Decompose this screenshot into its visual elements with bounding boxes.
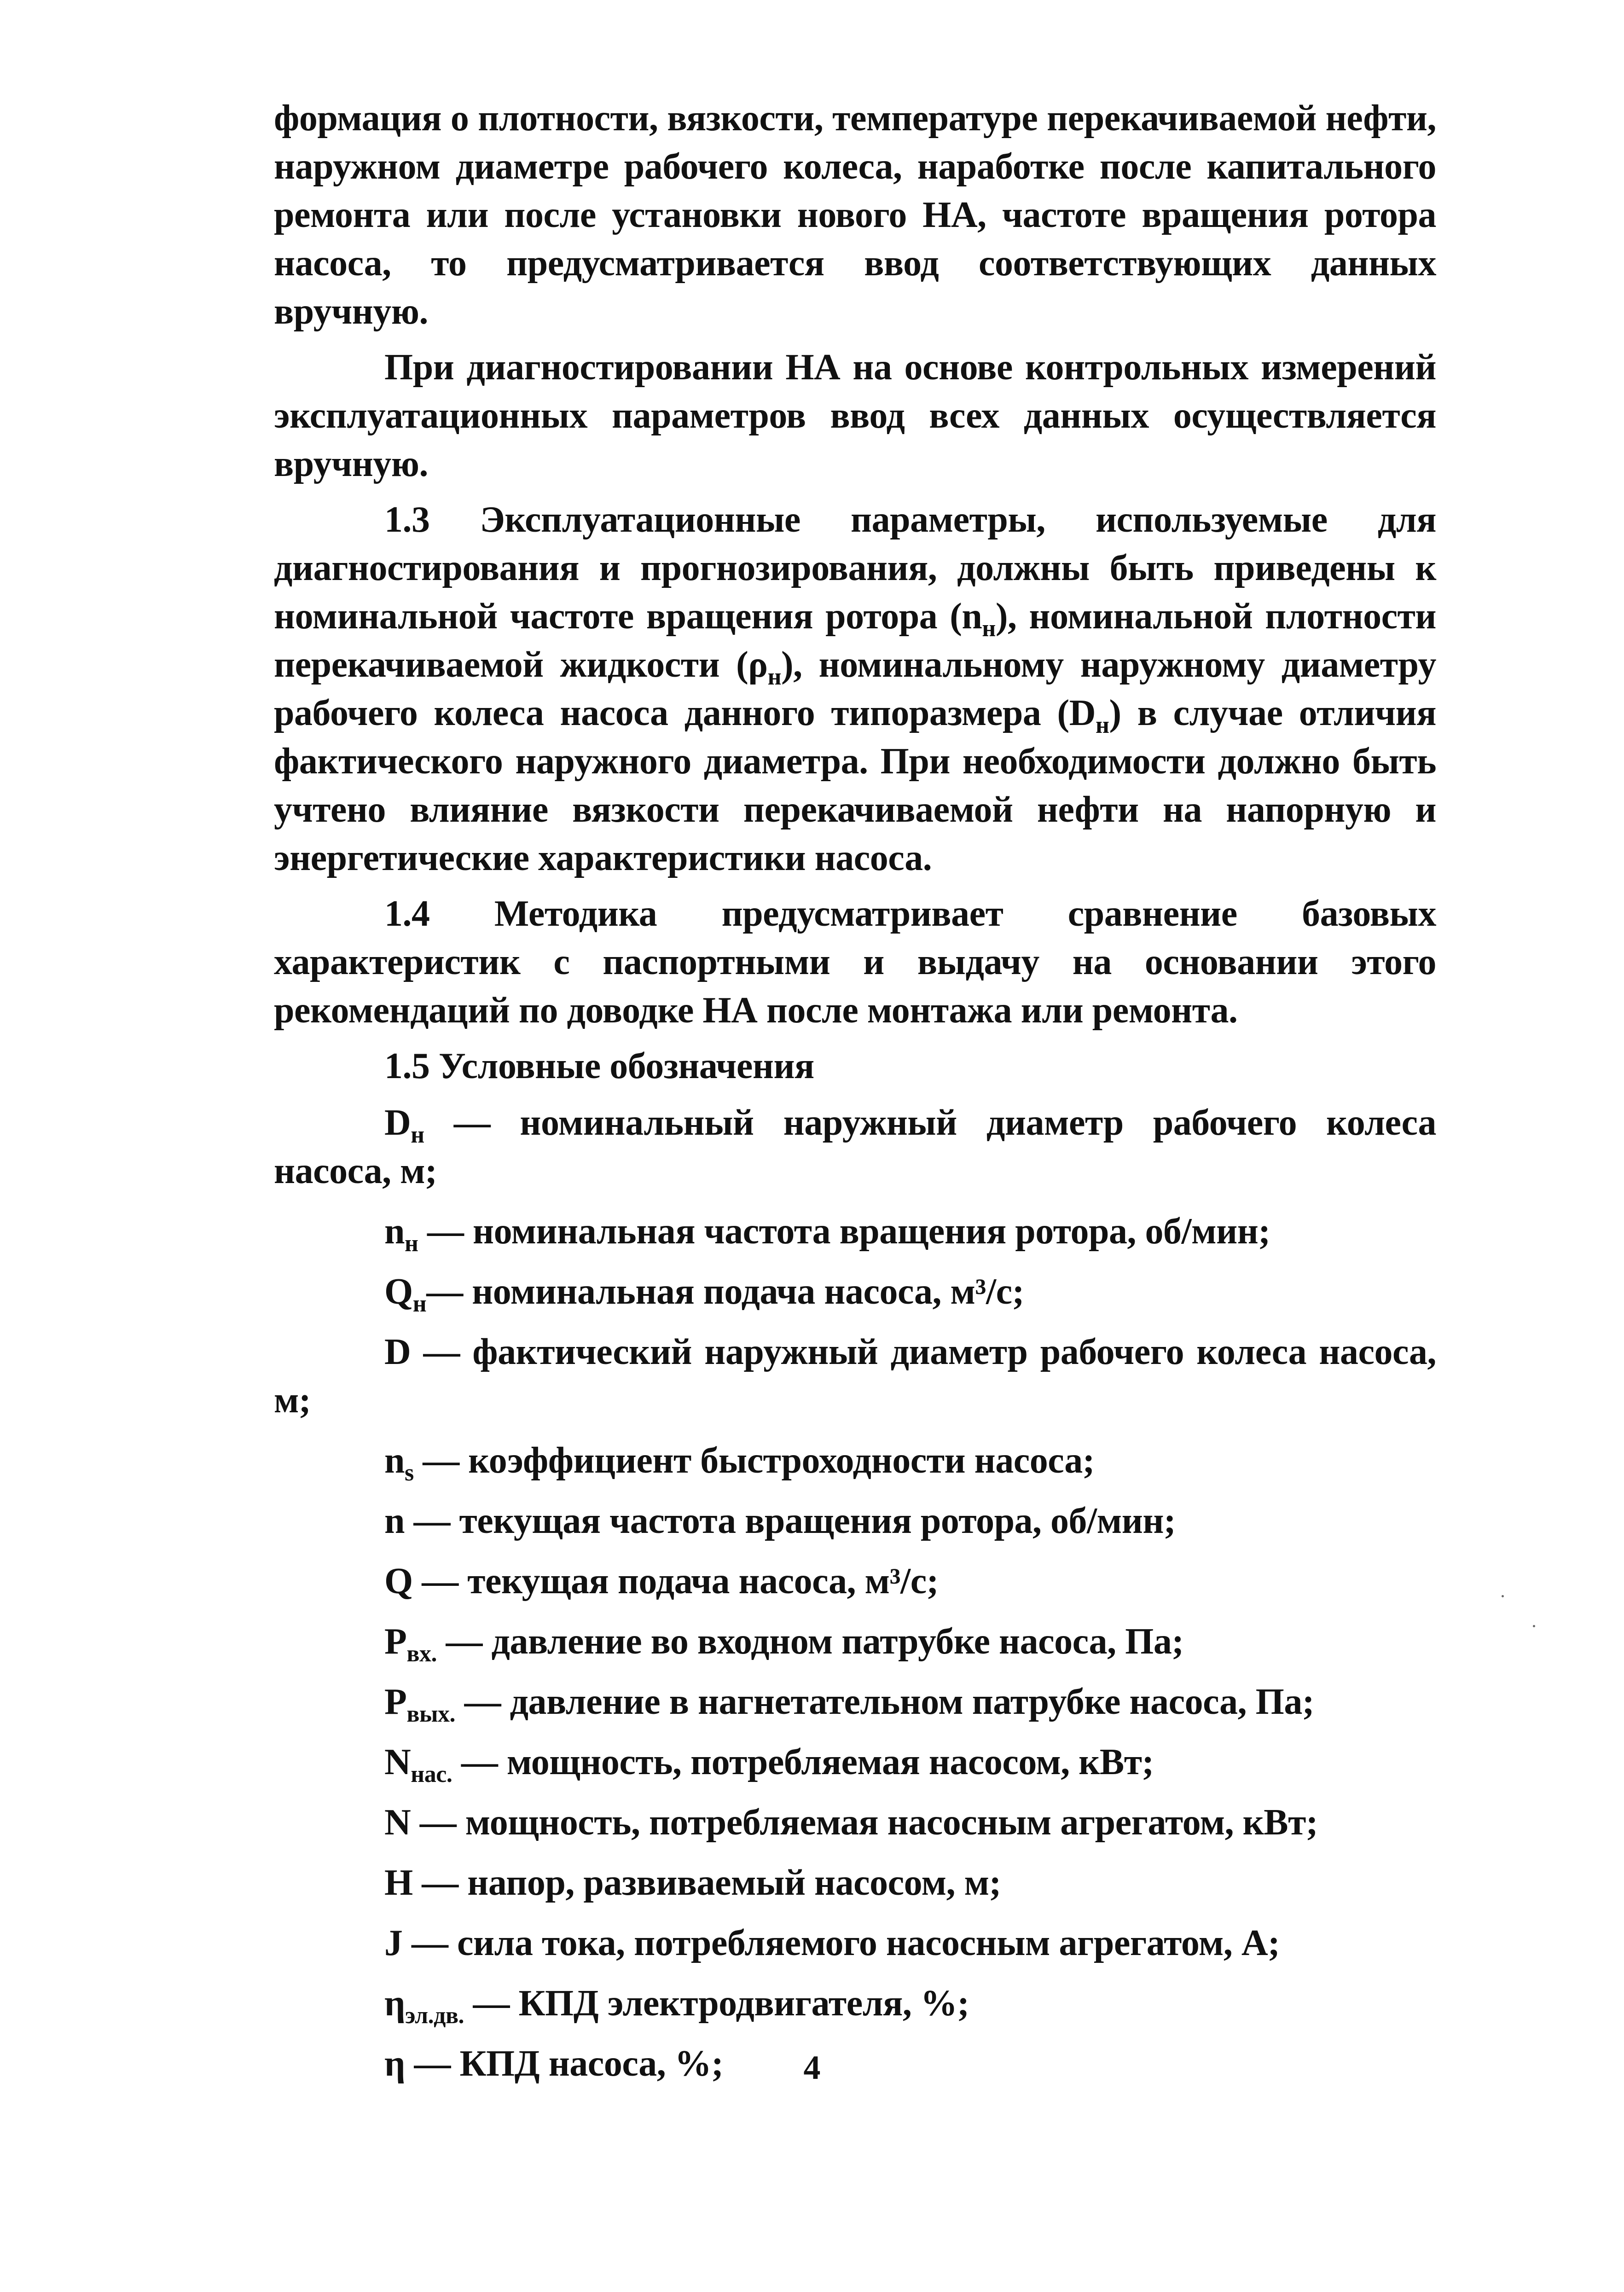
notation-symbol: D: [384, 1102, 411, 1143]
notation-description: — мощность, потребляемая насосом, кВт;: [452, 1742, 1154, 1782]
notation-item: [274, 1979, 1436, 2028]
notation-symbol: n: [384, 1440, 405, 1481]
notation-item: [274, 1497, 1436, 1545]
notation-description: — номинальная подача насоса, м³/с;: [426, 1271, 1024, 1312]
section-heading-notation: 1.5 Условные обозначения: [384, 1046, 814, 1086]
notation-item: [274, 1738, 1436, 1787]
notation-item: [274, 1207, 1436, 1256]
notation-description: — напор, развиваемый насосом, м;: [412, 1863, 1001, 1903]
notation-symbol: D: [384, 1332, 411, 1372]
notation-symbol: J: [384, 1923, 403, 1963]
notation-subscript: s: [405, 1460, 414, 1486]
notation-symbol: Q: [384, 1561, 413, 1601]
notation-symbol: H: [384, 1863, 413, 1903]
page-number: 4: [803, 2049, 821, 2087]
notation-item: [274, 1099, 1436, 1195]
notation-item: [274, 1799, 1436, 1847]
notation-description: — КПД электродвигателя, %;: [464, 1983, 969, 2024]
notation-subscript: н: [412, 1291, 427, 1317]
notation-list: [274, 1099, 1436, 2088]
notation-description: — номинальная частота вращения ротора, об/мин;: [418, 1211, 1270, 1252]
notation-subscript: нас.: [411, 1761, 452, 1787]
notation-symbol: η: [384, 2043, 405, 2084]
notation-item: [274, 1268, 1436, 1316]
notation-symbol: n: [384, 1211, 405, 1252]
symbol-rho: ρ: [748, 644, 768, 685]
notation-item: [274, 1557, 1436, 1606]
notation-symbol: η: [384, 1983, 405, 2024]
scan-speck: [1502, 1595, 1504, 1597]
notation-item: [274, 1919, 1436, 1967]
p13-text-2: ), номинальной плотности перекачиваемой жидкости (: [274, 596, 1436, 685]
notation-subscript: н: [405, 1230, 418, 1257]
notation-item: [274, 1678, 1436, 1726]
notation-symbol: P: [384, 1621, 407, 1662]
notation-item: [274, 1328, 1436, 1425]
notation-symbol: n: [384, 1501, 405, 1541]
notation-description: — сила тока, потребляемого насосным агрегатом, А;: [402, 1923, 1280, 1963]
notation-subscript: вх.: [406, 1641, 437, 1667]
symbol-n: n: [962, 596, 982, 637]
p13-text-3: ), номинальному наружному диаметру рабочего колеса насоса данного типоразмера (: [274, 644, 1436, 733]
symbol-d: D: [1069, 693, 1096, 733]
notation-description: — КПД насоса, %;: [405, 2043, 724, 2084]
paragraph-continuation: формация о плотности, вязкости, температуре перекачиваемой нефти, наружном диаметре рабочего колеса, наработке после капитального ремонта или после установки нового НА, частоте вращения ротора насоса, то предусматривается ввод соответствующих данных вручную.: [274, 98, 1436, 332]
notation-subscript: вых.: [406, 1701, 456, 1727]
notation-item: [274, 1618, 1436, 1666]
notation-subscript: эл.дв.: [405, 2002, 464, 2029]
notation-description: — коэффициент быстроходности насоса;: [413, 1440, 1095, 1481]
notation-symbol: N: [384, 1742, 411, 1782]
symbol-n-subscript: н: [982, 615, 996, 642]
document-page: [274, 94, 1436, 2100]
p13-text-1: 1.3 Эксплуатационные параметры, используемые для диагностирования и прогнозирования, должны быть приведены к номинальной частоте вращения ротора (: [274, 499, 1436, 637]
notation-item: [274, 1437, 1436, 1485]
notation-symbol: N: [384, 1802, 411, 1843]
scan-speck: [1533, 1625, 1535, 1627]
notation-description: — мощность, потребляемая насосным агрегатом, кВт;: [411, 1802, 1318, 1843]
paragraph-1-3: [274, 496, 1436, 882]
notation-description: — фактический наружный диаметр рабочего колеса насоса, м;: [274, 1332, 1436, 1421]
notation-symbol: P: [384, 1682, 407, 1722]
notation-description: — номинальный наружный диаметр рабочего колеса насоса, м;: [274, 1102, 1436, 1191]
p13-text-4: ) в случае отличия фактического наружного диаметра. При необходимости должно быть учтено влияние вязкости перекачиваемой нефти на напорную и энергетические характеристики насоса.: [274, 693, 1437, 878]
notation-description: — давление во входном патрубке насоса, Па;: [436, 1621, 1184, 1662]
notation-symbol: Q: [384, 1271, 413, 1312]
notation-item: [274, 1859, 1436, 1907]
paragraph-manual-input: При диагностировании НА на основе контрольных измерений эксплуатационных параметров ввод всех данных осуществляется вручную.: [274, 347, 1436, 484]
notation-description: — текущая подача насоса, м³/с;: [412, 1561, 939, 1601]
notation-description: — текущая частота вращения ротора, об/мин;: [405, 1501, 1176, 1541]
notation-description: — давление в нагнетательном патрубке насоса, Па;: [455, 1682, 1314, 1722]
notation-subscript: н: [411, 1122, 424, 1148]
symbol-rho-subscript: н: [767, 664, 782, 690]
paragraph-1-4: 1.4 Методика предусматривает сравнение базовых характеристик с паспортными и выдачу на основании этого рекомендаций по доводке НА после монтажа или ремонта.: [274, 894, 1436, 1031]
symbol-d-subscript: н: [1095, 712, 1109, 738]
